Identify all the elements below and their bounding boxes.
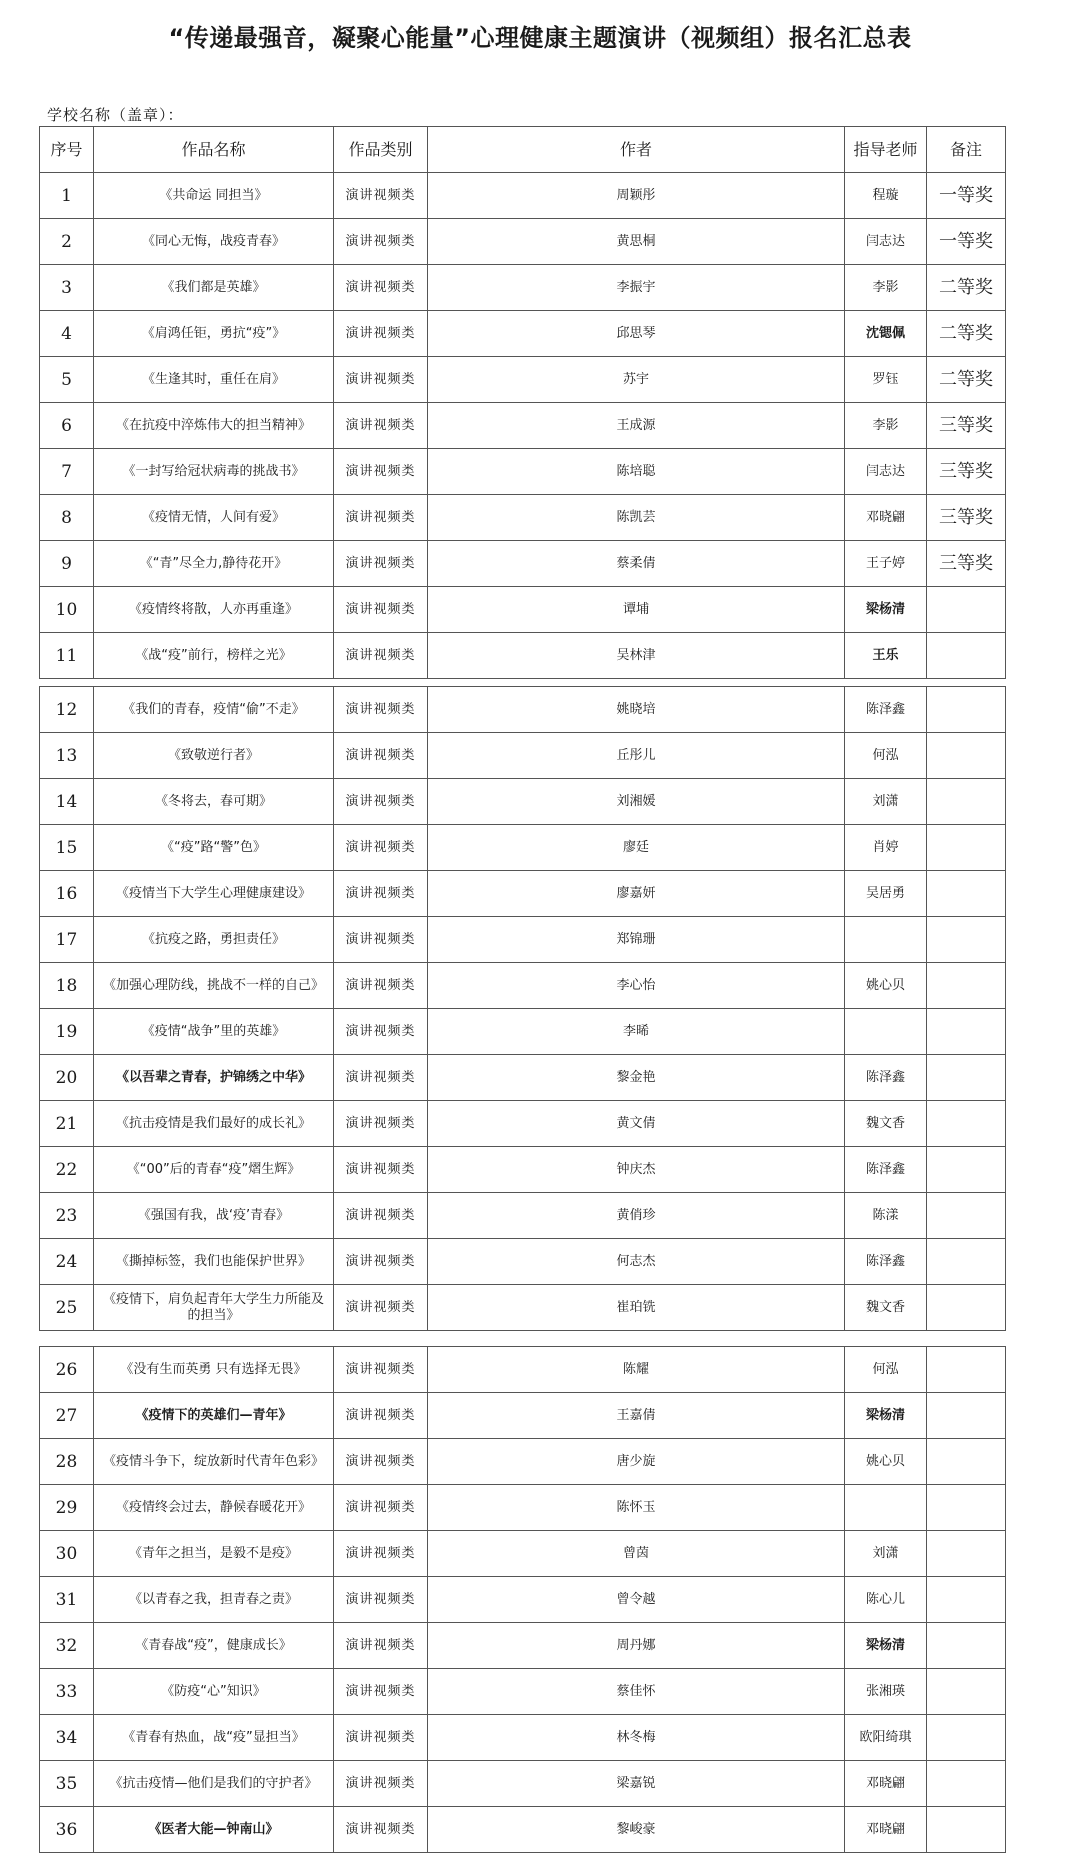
table-row xyxy=(40,449,1006,495)
row-category: 演讲视频类 xyxy=(334,1623,428,1669)
row-work-title: 《“疫”路“警”色》 xyxy=(94,825,334,871)
row-work-title: 《青春有热血，战“疫”显担当》 xyxy=(94,1715,334,1761)
table-row xyxy=(40,1147,1006,1193)
row-seq: 8 xyxy=(40,495,94,541)
row-category: 演讲视频类 xyxy=(334,1101,428,1147)
row-note: 三等奖 xyxy=(927,541,1006,587)
row-author: 周颖彤 xyxy=(428,173,845,219)
header-work: 作品名称 xyxy=(94,127,334,173)
row-category: 演讲视频类 xyxy=(334,357,428,403)
row-category: 演讲视频类 xyxy=(334,541,428,587)
row-teacher: 魏文香 xyxy=(845,1101,927,1147)
row-author: 姚晓培 xyxy=(428,687,845,733)
row-teacher: 陈漾 xyxy=(845,1193,927,1239)
row-category: 演讲视频类 xyxy=(334,1485,428,1531)
row-work-title: 《防疫“心”知识》 xyxy=(94,1669,334,1715)
row-teacher: 陈泽鑫 xyxy=(845,687,927,733)
row-work-title: 《同心无悔，战疫青春》 xyxy=(94,219,334,265)
row-seq: 16 xyxy=(40,871,94,917)
row-note: 三等奖 xyxy=(927,449,1006,495)
table-row xyxy=(40,1055,1006,1101)
table-row xyxy=(40,1393,1006,1439)
row-note xyxy=(927,963,1006,1009)
table-row xyxy=(40,1439,1006,1485)
row-category: 演讲视频类 xyxy=(334,963,428,1009)
row-teacher: 沈锶佩 xyxy=(845,311,927,357)
row-category: 演讲视频类 xyxy=(334,1761,428,1807)
row-author: 吴林津 xyxy=(428,633,845,679)
row-author: 谭埔 xyxy=(428,587,845,633)
row-teacher: 何泓 xyxy=(845,733,927,779)
row-note xyxy=(927,1239,1006,1285)
row-seq: 20 xyxy=(40,1055,94,1101)
row-author: 钟庆杰 xyxy=(428,1147,845,1193)
row-category: 演讲视频类 xyxy=(334,587,428,633)
row-note xyxy=(927,1577,1006,1623)
row-category: 演讲视频类 xyxy=(334,1577,428,1623)
table-row xyxy=(40,541,1006,587)
row-category: 演讲视频类 xyxy=(334,219,428,265)
header-author: 作者 xyxy=(428,127,845,173)
row-seq: 21 xyxy=(40,1101,94,1147)
row-seq: 14 xyxy=(40,779,94,825)
table-row xyxy=(40,265,1006,311)
table-row xyxy=(40,1485,1006,1531)
row-seq: 17 xyxy=(40,917,94,963)
row-seq: 35 xyxy=(40,1761,94,1807)
row-note xyxy=(927,733,1006,779)
row-category: 演讲视频类 xyxy=(334,265,428,311)
row-teacher: 陈泽鑫 xyxy=(845,1147,927,1193)
row-work-title: 《抗疫之路，勇担责任》 xyxy=(94,917,334,963)
row-note xyxy=(927,1101,1006,1147)
header-category: 作品类别 xyxy=(334,127,428,173)
row-seq: 1 xyxy=(40,173,94,219)
table-row xyxy=(40,917,1006,963)
row-teacher: 闫志达 xyxy=(845,219,927,265)
table-row xyxy=(40,633,1006,679)
row-category: 演讲视频类 xyxy=(334,1193,428,1239)
row-work-title: 《以青春之我，担青春之责》 xyxy=(94,1577,334,1623)
row-teacher: 何泓 xyxy=(845,1347,927,1393)
row-seq: 6 xyxy=(40,403,94,449)
row-category: 演讲视频类 xyxy=(334,1669,428,1715)
row-note: 三等奖 xyxy=(927,495,1006,541)
row-seq: 32 xyxy=(40,1623,94,1669)
row-work-title: 《撕掉标签，我们也能保护世界》 xyxy=(94,1239,334,1285)
row-seq: 30 xyxy=(40,1531,94,1577)
row-author: 苏宇 xyxy=(428,357,845,403)
row-teacher: 闫志达 xyxy=(845,449,927,495)
row-work-title: 《疫情无情，人间有爱》 xyxy=(94,495,334,541)
row-category: 演讲视频类 xyxy=(334,917,428,963)
row-author: 黎峻豪 xyxy=(428,1807,845,1853)
table-row xyxy=(40,311,1006,357)
row-author: 蔡佳怀 xyxy=(428,1669,845,1715)
row-teacher: 邓晓翩 xyxy=(845,1761,927,1807)
row-category: 演讲视频类 xyxy=(334,403,428,449)
row-seq: 18 xyxy=(40,963,94,1009)
row-category: 演讲视频类 xyxy=(334,1285,428,1331)
row-seq: 26 xyxy=(40,1347,94,1393)
row-category: 演讲视频类 xyxy=(334,1147,428,1193)
row-work-title: 《“00”后的青春“疫”熠生辉》 xyxy=(94,1147,334,1193)
header-teacher: 指导老师 xyxy=(845,127,927,173)
row-work-title: 《致敬逆行者》 xyxy=(94,733,334,779)
row-author: 李振宇 xyxy=(428,265,845,311)
table-row xyxy=(40,495,1006,541)
row-work-title: 《抗击疫情是我们最好的成长礼》 xyxy=(94,1101,334,1147)
row-note xyxy=(927,1147,1006,1193)
row-author: 黎金艳 xyxy=(428,1055,845,1101)
row-seq: 11 xyxy=(40,633,94,679)
row-category: 演讲视频类 xyxy=(334,633,428,679)
row-teacher: 李影 xyxy=(845,403,927,449)
row-author: 陈耀 xyxy=(428,1347,845,1393)
row-teacher: 吴居勇 xyxy=(845,871,927,917)
row-note xyxy=(927,1531,1006,1577)
row-teacher xyxy=(845,917,927,963)
row-author: 李晞 xyxy=(428,1009,845,1055)
row-teacher: 罗钰 xyxy=(845,357,927,403)
row-note xyxy=(927,1439,1006,1485)
row-category: 演讲视频类 xyxy=(334,1055,428,1101)
table-row xyxy=(40,1347,1006,1393)
row-author: 王成源 xyxy=(428,403,845,449)
row-note xyxy=(927,871,1006,917)
row-author: 林冬梅 xyxy=(428,1715,845,1761)
table-row xyxy=(40,825,1006,871)
row-category: 演讲视频类 xyxy=(334,733,428,779)
row-seq: 33 xyxy=(40,1669,94,1715)
row-category: 演讲视频类 xyxy=(334,173,428,219)
row-category: 演讲视频类 xyxy=(334,825,428,871)
row-note xyxy=(927,1807,1006,1853)
row-author: 黄俏珍 xyxy=(428,1193,845,1239)
row-note: 二等奖 xyxy=(927,311,1006,357)
row-author: 曾茵 xyxy=(428,1531,845,1577)
row-author: 丘彤儿 xyxy=(428,733,845,779)
row-author: 廖嘉妍 xyxy=(428,871,845,917)
row-category: 演讲视频类 xyxy=(334,1009,428,1055)
table-row xyxy=(40,1531,1006,1577)
row-author: 蔡柔倩 xyxy=(428,541,845,587)
row-teacher: 邓晓翩 xyxy=(845,495,927,541)
table-row xyxy=(40,1623,1006,1669)
table-row xyxy=(40,173,1006,219)
row-seq: 4 xyxy=(40,311,94,357)
row-note xyxy=(927,1669,1006,1715)
row-teacher xyxy=(845,1485,927,1531)
row-note: 二等奖 xyxy=(927,265,1006,311)
row-work-title: 《疫情下的英雄们—青年》 xyxy=(94,1393,334,1439)
row-seq: 28 xyxy=(40,1439,94,1485)
row-teacher: 梁杨清 xyxy=(845,587,927,633)
row-teacher: 梁杨清 xyxy=(845,1393,927,1439)
table-row xyxy=(40,1715,1006,1761)
row-note: 一等奖 xyxy=(927,219,1006,265)
table-row xyxy=(40,357,1006,403)
row-teacher: 魏文香 xyxy=(845,1285,927,1331)
row-work-title: 《一封写给冠状病毒的挑战书》 xyxy=(94,449,334,495)
row-teacher: 李影 xyxy=(845,265,927,311)
table-row xyxy=(40,1009,1006,1055)
table-row xyxy=(40,1669,1006,1715)
row-work-title: 《抗击疫情—他们是我们的守护者》 xyxy=(94,1761,334,1807)
row-note xyxy=(927,779,1006,825)
row-seq: 15 xyxy=(40,825,94,871)
row-category: 演讲视频类 xyxy=(334,871,428,917)
table-row xyxy=(40,1807,1006,1853)
table-row xyxy=(40,779,1006,825)
table-row xyxy=(40,403,1006,449)
header-note: 备注 xyxy=(927,127,1006,173)
row-author: 黄思桐 xyxy=(428,219,845,265)
row-seq: 7 xyxy=(40,449,94,495)
row-note xyxy=(927,1485,1006,1531)
row-note xyxy=(927,825,1006,871)
row-work-title: 《疫情当下大学生心理健康建设》 xyxy=(94,871,334,917)
table-row xyxy=(40,1193,1006,1239)
table-body xyxy=(40,127,1006,679)
row-author: 梁嘉锐 xyxy=(428,1761,845,1807)
row-teacher: 王乐 xyxy=(845,633,927,679)
row-seq: 3 xyxy=(40,265,94,311)
registration-table-part-1 xyxy=(39,126,1006,679)
row-teacher: 邓晓翩 xyxy=(845,1807,927,1853)
row-seq: 22 xyxy=(40,1147,94,1193)
row-teacher: 张湘瑛 xyxy=(845,1669,927,1715)
row-teacher: 姚心贝 xyxy=(845,1439,927,1485)
registration-table-part-3 xyxy=(39,1346,1006,1853)
row-note xyxy=(927,687,1006,733)
row-work-title: 《疫情斗争下，绽放新时代青年色彩》 xyxy=(94,1439,334,1485)
row-author: 曾令越 xyxy=(428,1577,845,1623)
row-category: 演讲视频类 xyxy=(334,1531,428,1577)
row-author: 刘湘媛 xyxy=(428,779,845,825)
row-note xyxy=(927,1285,1006,1331)
row-work-title: 《肩鸿任钜，勇抗“疫”》 xyxy=(94,311,334,357)
row-teacher: 肖婷 xyxy=(845,825,927,871)
row-author: 黄文倩 xyxy=(428,1101,845,1147)
row-note xyxy=(927,1393,1006,1439)
row-author: 崔珀铣 xyxy=(428,1285,845,1331)
table-row xyxy=(40,871,1006,917)
row-work-title: 《“青”尽全力,静待花开》 xyxy=(94,541,334,587)
row-seq: 25 xyxy=(40,1285,94,1331)
row-author: 廖廷 xyxy=(428,825,845,871)
row-author: 陈怀玉 xyxy=(428,1485,845,1531)
row-seq: 12 xyxy=(40,687,94,733)
table-row xyxy=(40,963,1006,1009)
row-note: 二等奖 xyxy=(927,357,1006,403)
row-author: 邱思琴 xyxy=(428,311,845,357)
table-row xyxy=(40,1577,1006,1623)
row-author: 郑锦珊 xyxy=(428,917,845,963)
table-row xyxy=(40,1239,1006,1285)
row-teacher: 程璇 xyxy=(845,173,927,219)
table-row xyxy=(40,219,1006,265)
row-teacher: 刘潇 xyxy=(845,1531,927,1577)
row-note xyxy=(927,587,1006,633)
row-seq: 19 xyxy=(40,1009,94,1055)
row-work-title: 《疫情终将散，人亦再重逢》 xyxy=(94,587,334,633)
row-work-title: 《没有生而英勇 只有选择无畏》 xyxy=(94,1347,334,1393)
row-category: 演讲视频类 xyxy=(334,1439,428,1485)
table-body xyxy=(40,1347,1006,1853)
row-work-title: 《加强心理防线，挑战不一样的自己》 xyxy=(94,963,334,1009)
row-teacher: 陈泽鑫 xyxy=(845,1055,927,1101)
row-work-title: 《疫情终会过去，静候春暖花开》 xyxy=(94,1485,334,1531)
row-work-title: 《在抗疫中淬炼伟大的担当精神》 xyxy=(94,403,334,449)
row-note: 一等奖 xyxy=(927,173,1006,219)
row-author: 唐少旋 xyxy=(428,1439,845,1485)
row-seq: 9 xyxy=(40,541,94,587)
row-note xyxy=(927,1623,1006,1669)
row-teacher: 王子婷 xyxy=(845,541,927,587)
school-name-label: 学校名称（盖章）： xyxy=(47,106,184,124)
table-row xyxy=(40,1285,1006,1331)
row-note xyxy=(927,1715,1006,1761)
row-category: 演讲视频类 xyxy=(334,687,428,733)
row-work-title: 《战“疫”前行，榜样之光》 xyxy=(94,633,334,679)
row-category: 演讲视频类 xyxy=(334,449,428,495)
table-header-row xyxy=(40,127,1006,173)
row-seq: 10 xyxy=(40,587,94,633)
row-seq: 34 xyxy=(40,1715,94,1761)
row-work-title: 《以吾辈之青春，护锦绣之中华》 xyxy=(94,1055,334,1101)
row-work-title: 《冬将去，春可期》 xyxy=(94,779,334,825)
row-teacher: 陈泽鑫 xyxy=(845,1239,927,1285)
table-body xyxy=(40,687,1006,1331)
row-note xyxy=(927,917,1006,963)
row-category: 演讲视频类 xyxy=(334,779,428,825)
row-note xyxy=(927,1055,1006,1101)
row-seq: 23 xyxy=(40,1193,94,1239)
row-seq: 29 xyxy=(40,1485,94,1531)
registration-table-part-2 xyxy=(39,686,1006,1331)
table-row xyxy=(40,1761,1006,1807)
table-row xyxy=(40,587,1006,633)
row-category: 演讲视频类 xyxy=(334,1715,428,1761)
row-seq: 31 xyxy=(40,1577,94,1623)
row-teacher: 刘潇 xyxy=(845,779,927,825)
row-work-title: 《我们的青春，疫情“偷”不走》 xyxy=(94,687,334,733)
row-note xyxy=(927,633,1006,679)
table-row xyxy=(40,733,1006,779)
row-seq: 24 xyxy=(40,1239,94,1285)
row-seq: 36 xyxy=(40,1807,94,1853)
row-note: 三等奖 xyxy=(927,403,1006,449)
row-work-title: 《共命运 同担当》 xyxy=(94,173,334,219)
row-category: 演讲视频类 xyxy=(334,495,428,541)
row-category: 演讲视频类 xyxy=(334,1347,428,1393)
row-category: 演讲视频类 xyxy=(334,1239,428,1285)
row-work-title: 《生逢其时，重任在肩》 xyxy=(94,357,334,403)
row-teacher xyxy=(845,1009,927,1055)
table-row xyxy=(40,687,1006,733)
row-author: 陈凯芸 xyxy=(428,495,845,541)
row-author: 何志杰 xyxy=(428,1239,845,1285)
row-work-title: 《疫情“战争”里的英雄》 xyxy=(94,1009,334,1055)
row-seq: 2 xyxy=(40,219,94,265)
row-work-title: 《青春战“疫”，健康成长》 xyxy=(94,1623,334,1669)
row-work-title: 《医者大能—钟南山》 xyxy=(94,1807,334,1853)
row-seq: 13 xyxy=(40,733,94,779)
header-seq: 序号 xyxy=(40,127,94,173)
table-row xyxy=(40,1101,1006,1147)
row-category: 演讲视频类 xyxy=(334,1807,428,1853)
row-work-title: 《疫情下，肩负起青年大学生力所能及的担当》 xyxy=(94,1285,334,1331)
page-title: “传递最强音，凝聚心能量”心理健康主题演讲（视频组）报名汇总表 xyxy=(168,24,912,52)
row-teacher: 陈心儿 xyxy=(845,1577,927,1623)
row-teacher: 姚心贝 xyxy=(845,963,927,1009)
row-work-title: 《我们都是英雄》 xyxy=(94,265,334,311)
row-author: 周丹娜 xyxy=(428,1623,845,1669)
row-author: 李心怡 xyxy=(428,963,845,1009)
row-category: 演讲视频类 xyxy=(334,1393,428,1439)
row-author: 王嘉倩 xyxy=(428,1393,845,1439)
row-teacher: 梁杨清 xyxy=(845,1623,927,1669)
row-work-title: 《青年之担当，是毅不是疫》 xyxy=(94,1531,334,1577)
row-category: 演讲视频类 xyxy=(334,311,428,357)
row-note xyxy=(927,1347,1006,1393)
row-seq: 5 xyxy=(40,357,94,403)
row-seq: 27 xyxy=(40,1393,94,1439)
row-work-title: 《强国有我，战‘疫’青春》 xyxy=(94,1193,334,1239)
row-note xyxy=(927,1193,1006,1239)
row-teacher: 欧阳绮琪 xyxy=(845,1715,927,1761)
row-note xyxy=(927,1761,1006,1807)
row-note xyxy=(927,1009,1006,1055)
row-author: 陈培聪 xyxy=(428,449,845,495)
